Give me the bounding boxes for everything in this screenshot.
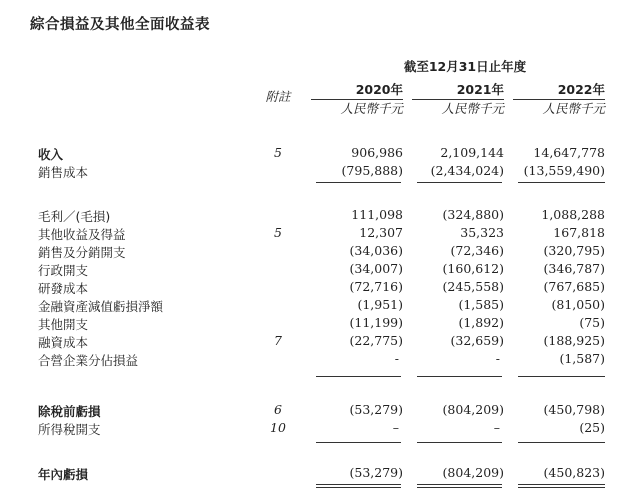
value-2022: (320,795): [543, 243, 605, 258]
row-note: 5: [274, 145, 282, 160]
value-2021: (1,892): [458, 315, 504, 330]
subtotal-rule-2020: [316, 376, 401, 377]
value-2021: (2,434,024): [430, 163, 504, 178]
value-2022: (81,050): [551, 297, 605, 312]
value-2022: 14,647,778: [533, 145, 605, 160]
value-2021: (160,612): [442, 261, 504, 276]
value-2020: (34,036): [349, 243, 403, 258]
value-2022: (188,925): [543, 333, 605, 348]
row-note: 7: [274, 333, 282, 348]
row-finance-costs: [0, 333, 637, 351]
row-note: 10: [270, 420, 286, 435]
row-label: 合營企業分佔損益: [38, 353, 139, 368]
value-2020: 12,307: [359, 225, 403, 240]
value-2021: (245,558): [442, 279, 504, 294]
row-label: 銷售成本: [38, 165, 89, 180]
value-2021: -: [495, 351, 500, 366]
row-cost-of-sales: [0, 163, 637, 181]
row-loss-for-year: [0, 465, 637, 483]
value-2020: (1,951): [357, 297, 403, 312]
subtotal-rule-2022: [518, 182, 605, 183]
row-label: 行政開支: [38, 263, 89, 278]
row-note: 6: [274, 402, 282, 417]
row-note: 5: [274, 225, 282, 240]
row-label: 年內虧損: [38, 467, 89, 482]
row-other-income: [0, 225, 637, 243]
value-2022: (346,787): [543, 261, 605, 276]
subtotal-rule-2021: [417, 182, 502, 183]
value-2022: 1,088,288: [541, 207, 605, 222]
year-header-2022: 2022年: [513, 80, 605, 100]
row-admin-expenses: [0, 261, 637, 279]
unit-label-2021: 人民幣千元: [441, 101, 504, 116]
row-label: 毛利／(毛損): [38, 209, 111, 224]
row-label: 所得稅開支: [38, 422, 101, 437]
value-2020: (22,775): [349, 333, 403, 348]
total-double-rule-2021: [417, 484, 502, 488]
row-label: 金融資產減值虧損淨額: [38, 299, 164, 314]
value-2021: (32,659): [450, 333, 504, 348]
period-heading: 截至12月31日止年度: [403, 59, 527, 74]
subtotal-rule-2022: [518, 376, 605, 377]
row-label: 銷售及分銷開支: [38, 245, 126, 260]
subtotal-rule-2021: [417, 442, 502, 443]
statement-title: 綜合損益及其他全面收益表: [30, 17, 210, 33]
value-2020: –: [392, 420, 399, 435]
value-2020: (53,279): [349, 402, 403, 417]
value-2022: (450,823): [543, 465, 605, 480]
row-jv-share: [0, 351, 637, 369]
value-2020: (53,279): [349, 465, 403, 480]
value-2022: (75): [579, 315, 605, 330]
value-2021: 2,109,144: [440, 145, 504, 160]
value-2021: (1,585): [458, 297, 504, 312]
row-label: 收入: [38, 147, 64, 162]
subtotal-rule-2021: [417, 376, 502, 377]
value-2020: 111,098: [351, 207, 403, 222]
value-2020: (11,199): [349, 315, 403, 330]
value-2022: 167,818: [553, 225, 605, 240]
value-2021: (804,209): [442, 465, 504, 480]
value-2020: (795,888): [341, 163, 403, 178]
year-header-2021: 2021年: [412, 80, 504, 100]
row-label: 除稅前虧損: [38, 404, 101, 419]
subtotal-rule-2022: [518, 442, 605, 443]
row-gross-profit: [0, 207, 637, 225]
row-revenue: [0, 145, 637, 163]
unit-label-2020: 人民幣千元: [340, 101, 403, 116]
row-label: 融資成本: [38, 335, 89, 350]
row-rnd-costs: [0, 279, 637, 297]
value-2022: (767,685): [543, 279, 605, 294]
value-2020: -: [394, 351, 399, 366]
row-income-tax: [0, 420, 637, 438]
note-column-header: 附註: [265, 89, 291, 104]
subtotal-rule-2020: [316, 442, 401, 443]
row-label: 其他收益及得益: [38, 227, 126, 242]
value-2021: 35,323: [460, 225, 504, 240]
unit-label-2022: 人民幣千元: [542, 101, 605, 116]
value-2022: (25): [579, 420, 605, 435]
row-impairment-losses: [0, 297, 637, 315]
subtotal-rule-2020: [316, 182, 401, 183]
row-loss-before-tax: [0, 402, 637, 420]
row-other-expenses: [0, 315, 637, 333]
value-2022: (450,798): [543, 402, 605, 417]
value-2020: (72,716): [349, 279, 403, 294]
total-double-rule-2020: [316, 484, 401, 488]
total-double-rule-2022: [518, 484, 605, 488]
year-header-2020: 2020年: [311, 80, 403, 100]
value-2022: (1,587): [559, 351, 605, 366]
value-2021: (72,346): [450, 243, 504, 258]
row-label: 研發成本: [38, 281, 89, 296]
row-label: 其他開支: [38, 317, 89, 332]
value-2022: (13,559,490): [523, 163, 605, 178]
row-selling-expenses: [0, 243, 637, 261]
value-2020: (34,007): [349, 261, 403, 276]
value-2020: 906,986: [351, 145, 403, 160]
value-2021: (804,209): [442, 402, 504, 417]
value-2021: (324,880): [442, 207, 504, 222]
value-2021: –: [493, 420, 500, 435]
